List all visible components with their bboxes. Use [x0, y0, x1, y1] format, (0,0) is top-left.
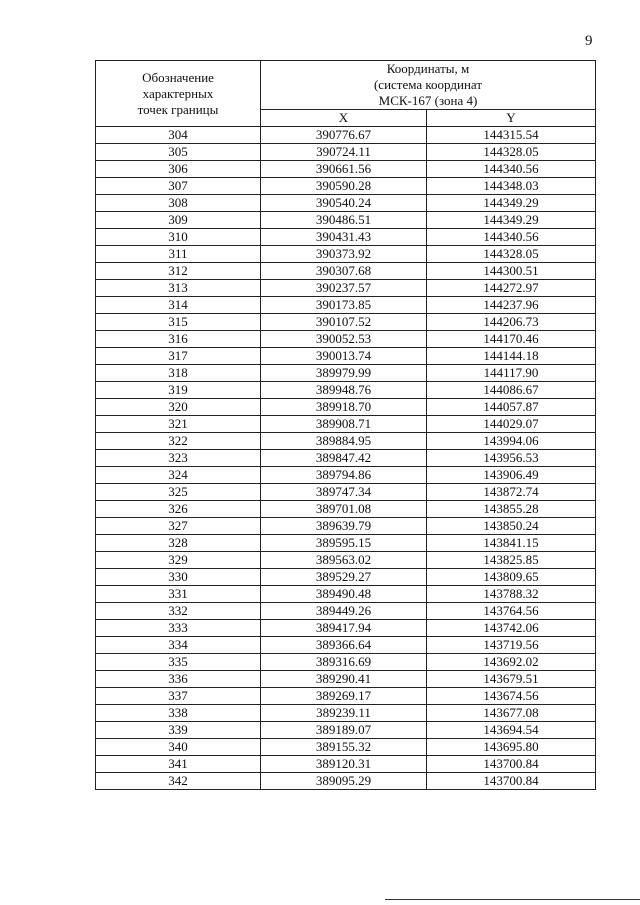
table-row [96, 722, 596, 739]
table-header [96, 61, 596, 127]
x-coordinate-cell: 390237.57 [261, 280, 427, 297]
table-row [96, 144, 596, 161]
table-row [96, 739, 596, 756]
point-number-cell: 333 [96, 620, 261, 637]
x-coordinate-cell: 389449.26 [261, 603, 427, 620]
y-coordinate-cell: 143764.56 [427, 603, 596, 620]
x-coordinate-cell: 389701.08 [261, 501, 427, 518]
table-row [96, 348, 596, 365]
x-coordinate-cell: 390373.92 [261, 246, 427, 263]
x-coordinate-cell: 390776.67 [261, 127, 427, 144]
point-number-cell: 318 [96, 365, 261, 382]
y-coordinate-cell: 143825.85 [427, 552, 596, 569]
x-coordinate-cell: 389918.70 [261, 399, 427, 416]
y-coordinate-cell: 144086.67 [427, 382, 596, 399]
x-coordinate-cell: 390486.51 [261, 212, 427, 229]
point-number-cell: 334 [96, 637, 261, 654]
point-number-cell: 307 [96, 178, 261, 195]
y-coordinate-cell: 143692.02 [427, 654, 596, 671]
y-coordinate-cell: 143677.08 [427, 705, 596, 722]
table-row [96, 484, 596, 501]
x-coordinate-cell: 389490.48 [261, 586, 427, 603]
y-coordinate-cell: 143700.84 [427, 773, 596, 790]
table-row [96, 603, 596, 620]
table-row [96, 280, 596, 297]
point-number-cell: 329 [96, 552, 261, 569]
point-number-cell: 312 [96, 263, 261, 280]
header-x: X [261, 110, 427, 127]
table-row [96, 620, 596, 637]
table-row [96, 637, 596, 654]
x-coordinate-cell: 389595.15 [261, 535, 427, 552]
x-coordinate-cell: 389316.69 [261, 654, 427, 671]
header-coordinates [261, 61, 596, 110]
table-row [96, 450, 596, 467]
x-coordinate-cell: 389417.94 [261, 620, 427, 637]
y-coordinate-cell: 144300.51 [427, 263, 596, 280]
point-number-cell: 319 [96, 382, 261, 399]
point-number-cell: 305 [96, 144, 261, 161]
point-number-cell: 322 [96, 433, 261, 450]
header-point-designation [96, 61, 261, 127]
point-number-cell: 331 [96, 586, 261, 603]
table-row [96, 518, 596, 535]
y-coordinate-cell: 144237.96 [427, 297, 596, 314]
table-row [96, 756, 596, 773]
point-number-cell: 317 [96, 348, 261, 365]
point-number-cell: 327 [96, 518, 261, 535]
y-coordinate-cell: 144272.97 [427, 280, 596, 297]
point-number-cell: 338 [96, 705, 261, 722]
table-row [96, 314, 596, 331]
header-y: Y [427, 110, 596, 127]
table-row [96, 773, 596, 790]
table-row [96, 178, 596, 195]
table-row [96, 552, 596, 569]
x-coordinate-cell: 389794.86 [261, 467, 427, 484]
point-number-cell: 332 [96, 603, 261, 620]
footer-rule [385, 899, 640, 900]
x-coordinate-cell: 390107.52 [261, 314, 427, 331]
header-coords-line-1: Координаты, м [386, 61, 470, 76]
y-coordinate-cell: 144328.05 [427, 246, 596, 263]
x-coordinate-cell: 389155.32 [261, 739, 427, 756]
x-coordinate-cell: 389908.71 [261, 416, 427, 433]
x-coordinate-cell: 390724.11 [261, 144, 427, 161]
x-coordinate-cell: 389563.02 [261, 552, 427, 569]
table-row [96, 705, 596, 722]
point-number-cell: 326 [96, 501, 261, 518]
x-coordinate-cell: 389979.99 [261, 365, 427, 382]
y-coordinate-cell: 144117.90 [427, 365, 596, 382]
point-number-cell: 314 [96, 297, 261, 314]
y-coordinate-cell: 143694.54 [427, 722, 596, 739]
y-coordinate-cell: 144206.73 [427, 314, 596, 331]
y-coordinate-cell: 144057.87 [427, 399, 596, 416]
y-coordinate-cell: 143674.56 [427, 688, 596, 705]
table-row [96, 501, 596, 518]
point-number-cell: 336 [96, 671, 261, 688]
table-row [96, 467, 596, 484]
x-coordinate-cell: 389269.17 [261, 688, 427, 705]
coordinates-table [95, 60, 596, 790]
table-row [96, 331, 596, 348]
table-body [96, 127, 596, 790]
x-coordinate-cell: 389239.11 [261, 705, 427, 722]
header-coords-line-2: (система координат [373, 77, 483, 92]
x-coordinate-cell: 390661.56 [261, 161, 427, 178]
y-coordinate-cell: 143719.56 [427, 637, 596, 654]
header-point-line-1: Обозначение [142, 69, 214, 85]
x-coordinate-cell: 389095.29 [261, 773, 427, 790]
table-row [96, 127, 596, 144]
point-number-cell: 321 [96, 416, 261, 433]
point-number-cell: 324 [96, 467, 261, 484]
y-coordinate-cell: 143700.84 [427, 756, 596, 773]
table-row [96, 654, 596, 671]
point-number-cell: 316 [96, 331, 261, 348]
table-row [96, 161, 596, 178]
y-coordinate-cell: 143906.49 [427, 467, 596, 484]
point-number-cell: 311 [96, 246, 261, 263]
table-row [96, 263, 596, 280]
table-row [96, 671, 596, 688]
y-coordinate-cell: 143994.06 [427, 433, 596, 450]
table-row [96, 535, 596, 552]
point-number-cell: 335 [96, 654, 261, 671]
point-number-cell: 328 [96, 535, 261, 552]
x-coordinate-cell: 389529.27 [261, 569, 427, 586]
y-coordinate-cell: 144349.29 [427, 195, 596, 212]
table-row [96, 246, 596, 263]
y-coordinate-cell: 143841.15 [427, 535, 596, 552]
point-number-cell: 341 [96, 756, 261, 773]
y-coordinate-cell: 144340.56 [427, 229, 596, 246]
table-row [96, 416, 596, 433]
y-coordinate-cell: 144029.07 [427, 416, 596, 433]
table-row [96, 229, 596, 246]
y-coordinate-cell: 143855.28 [427, 501, 596, 518]
point-number-cell: 320 [96, 399, 261, 416]
x-coordinate-cell: 389639.79 [261, 518, 427, 535]
table-row [96, 195, 596, 212]
x-coordinate-cell: 389290.41 [261, 671, 427, 688]
y-coordinate-cell: 144170.46 [427, 331, 596, 348]
x-coordinate-cell: 389847.42 [261, 450, 427, 467]
x-coordinate-cell: 390307.68 [261, 263, 427, 280]
x-coordinate-cell: 389189.07 [261, 722, 427, 739]
x-coordinate-cell: 389948.76 [261, 382, 427, 399]
table-row [96, 365, 596, 382]
x-coordinate-cell: 390540.24 [261, 195, 427, 212]
table-row [96, 297, 596, 314]
y-coordinate-cell: 144315.54 [427, 127, 596, 144]
x-coordinate-cell: 390431.43 [261, 229, 427, 246]
y-coordinate-cell: 143872.74 [427, 484, 596, 501]
point-number-cell: 342 [96, 773, 261, 790]
x-coordinate-cell: 389747.34 [261, 484, 427, 501]
header-coords-line-3: МСК-167 (зона 4) [378, 93, 478, 108]
table-row [96, 433, 596, 450]
x-coordinate-cell: 390052.53 [261, 331, 427, 348]
y-coordinate-cell: 143850.24 [427, 518, 596, 535]
y-coordinate-cell: 144340.56 [427, 161, 596, 178]
point-number-cell: 306 [96, 161, 261, 178]
x-coordinate-cell: 390173.85 [261, 297, 427, 314]
y-coordinate-cell: 143742.06 [427, 620, 596, 637]
y-coordinate-cell: 144349.29 [427, 212, 596, 229]
y-coordinate-cell: 143679.51 [427, 671, 596, 688]
x-coordinate-cell: 390013.74 [261, 348, 427, 365]
y-coordinate-cell: 143788.32 [427, 586, 596, 603]
header-point-line-2: характерных [142, 85, 214, 101]
y-coordinate-cell: 144144.18 [427, 348, 596, 365]
point-number-cell: 337 [96, 688, 261, 705]
x-coordinate-cell: 390590.28 [261, 178, 427, 195]
table-row [96, 688, 596, 705]
table-row [96, 399, 596, 416]
header-point-line-3: точек границы [137, 101, 219, 117]
x-coordinate-cell: 389884.95 [261, 433, 427, 450]
point-number-cell: 313 [96, 280, 261, 297]
point-number-cell: 339 [96, 722, 261, 739]
point-number-cell: 310 [96, 229, 261, 246]
y-coordinate-cell: 144348.03 [427, 178, 596, 195]
page-number: 9 [585, 33, 593, 49]
y-coordinate-cell: 144328.05 [427, 144, 596, 161]
x-coordinate-cell: 389366.64 [261, 637, 427, 654]
point-number-cell: 309 [96, 212, 261, 229]
point-number-cell: 304 [96, 127, 261, 144]
point-number-cell: 315 [96, 314, 261, 331]
y-coordinate-cell: 143809.65 [427, 569, 596, 586]
table-row [96, 212, 596, 229]
point-number-cell: 330 [96, 569, 261, 586]
table-row [96, 586, 596, 603]
table-row [96, 382, 596, 399]
table-row [96, 569, 596, 586]
y-coordinate-cell: 143695.80 [427, 739, 596, 756]
y-coordinate-cell: 143956.53 [427, 450, 596, 467]
point-number-cell: 340 [96, 739, 261, 756]
point-number-cell: 325 [96, 484, 261, 501]
point-number-cell: 308 [96, 195, 261, 212]
x-coordinate-cell: 389120.31 [261, 756, 427, 773]
point-number-cell: 323 [96, 450, 261, 467]
